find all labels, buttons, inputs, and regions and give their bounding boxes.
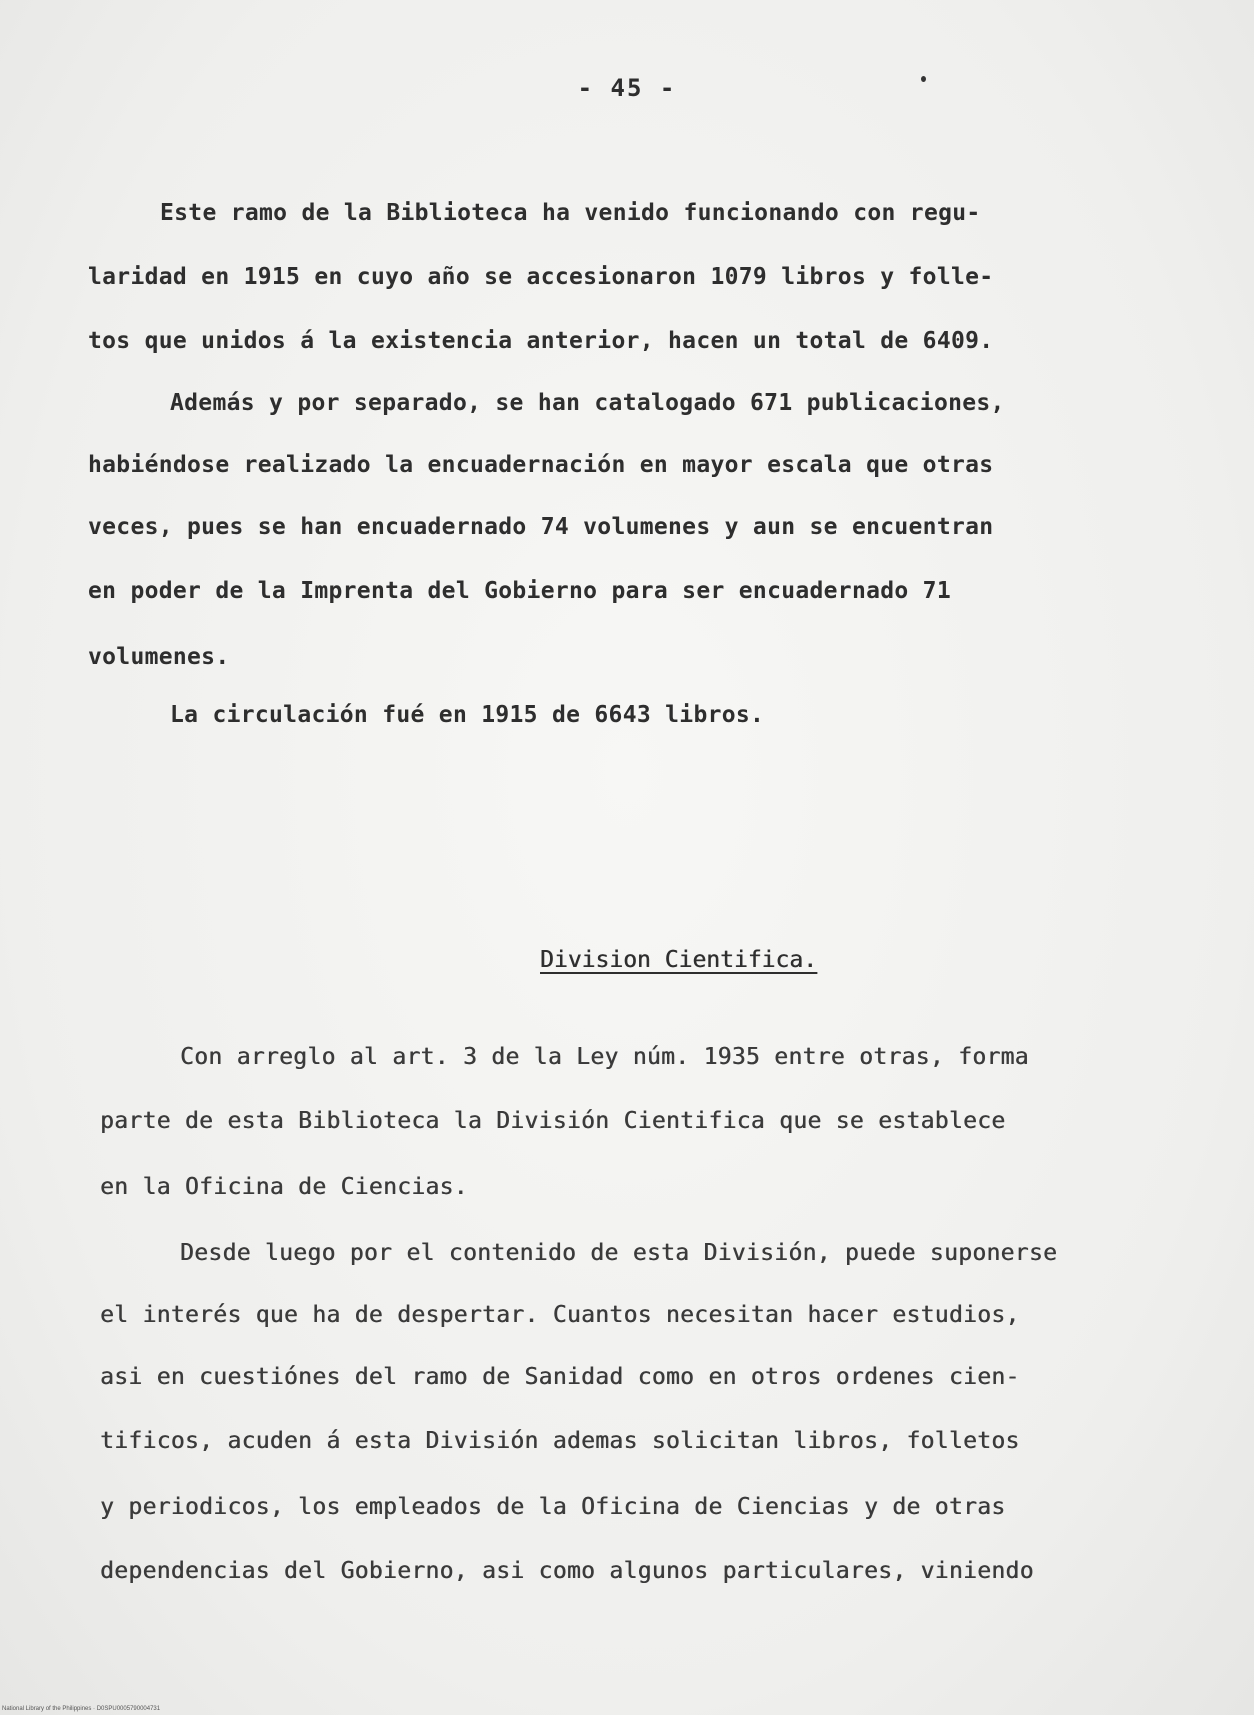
paragraph-line: laridad en 1915 en cuyo año se accesionaron 1079 libros y folle- [88,264,994,290]
paragraph-line: Este ramo de la Biblioteca ha venido funcionando con regu- [160,200,981,226]
paragraph-line: dependencias del Gobierno, asi como algunos particulares, viniendo [100,1558,1034,1584]
archive-stamp: National Library of the Philippines · D0SPU0005790004731 [2,1706,161,1712]
paragraph-line: el interés que ha de despertar. Cuantos necesitan hacer estudios, [100,1302,1020,1328]
paragraph-line: habiéndose realizado la encuadernación en mayor escala que otras [88,452,994,478]
paragraph-line: tos que unidos á la existencia anterior, hacen un total de 6409. [88,328,994,354]
paragraph-line: veces, pues se han encuadernado 74 volumenes y aun se encuentran [88,514,994,540]
paragraph-line: Desde luego por el contenido de esta División, puede suponerse [180,1240,1058,1266]
paragraph-line: en poder de la Imprenta del Gobierno para ser encuadernado 71 [88,578,951,604]
section-heading: Division Cientifica. [540,947,817,973]
paragraph-line: La circulación fué en 1915 de 6643 libros. [170,702,765,728]
page-number: - 45 - [577,74,677,102]
paragraph-line: Además y por separado, se han catalogado 671 publicaciones, [170,390,1005,416]
paragraph-line: tificos, acuden á esta División ademas solicitan libros, folletos [100,1428,1020,1454]
paragraph-line: y periodicos, los empleados de la Oficina de Ciencias y de otras [100,1494,1006,1520]
ink-speck [921,76,926,82]
paragraph-line: en la Oficina de Ciencias. [100,1174,468,1200]
paragraph-line: volumenes. [88,644,230,670]
paragraph-line: asi en cuestiónes del ramo de Sanidad como en otros ordenes cien- [100,1364,1020,1390]
paragraph-line: Con arreglo al art. 3 de la Ley núm. 1935 entre otras, forma [180,1044,1029,1070]
paragraph-line: parte de esta Biblioteca la División Cientifica que se establece [100,1108,1006,1134]
